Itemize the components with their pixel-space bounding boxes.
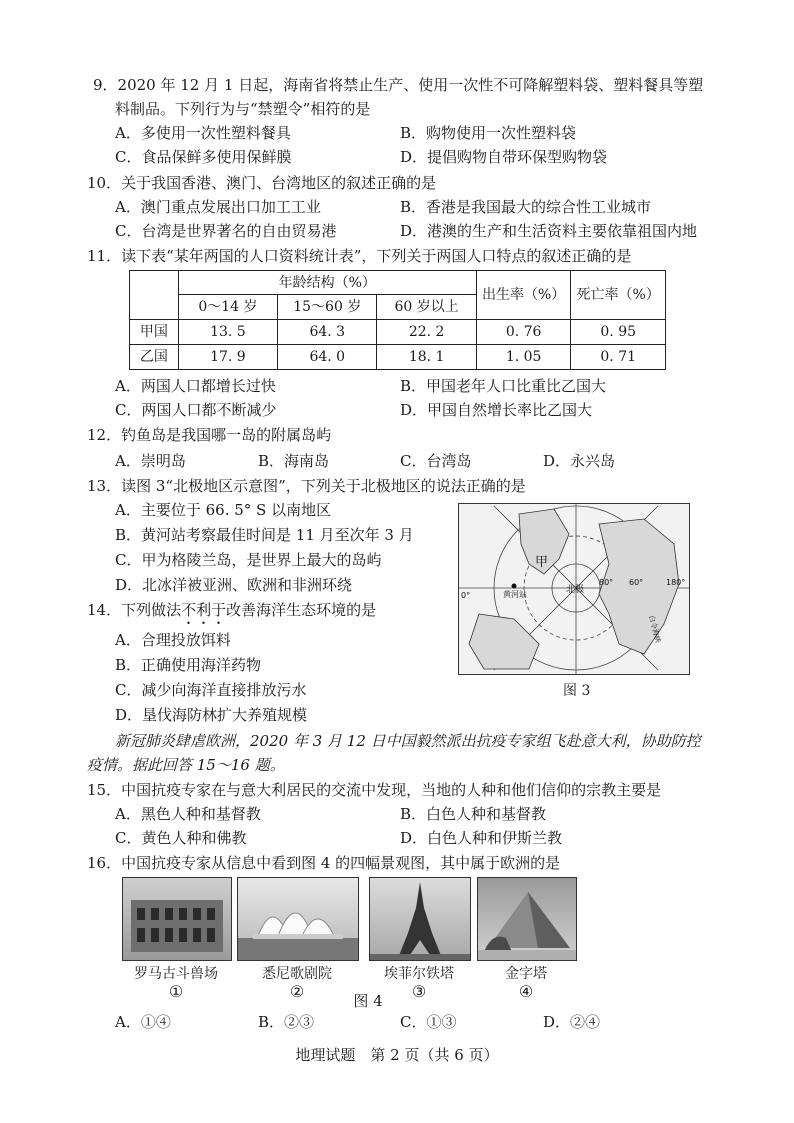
- q14-option-b: B．正确使用海洋药物: [115, 656, 262, 674]
- photo3-number: ③: [411, 982, 427, 1001]
- arctic-map: [458, 503, 690, 675]
- opera-house-image: [238, 878, 358, 960]
- table-row: [130, 320, 666, 345]
- q13-option-c: C．甲为格陵兰岛，是世界上最大的岛屿: [115, 551, 382, 569]
- q14-option-c: C．减少向海洋直接排放污水: [115, 681, 307, 699]
- pyramids-image: [478, 878, 576, 960]
- q10-option-d: D．港澳的生产和生活资料主要依靠祖国内地: [400, 222, 698, 240]
- q12-option-d: D．永兴岛: [543, 452, 616, 470]
- q15-option-c: C．黄色人种和佛教: [115, 829, 247, 847]
- photo1-number: ①: [168, 982, 184, 1001]
- map-label-strait: 白令海峡: [647, 614, 663, 644]
- intro-line1: 新冠肺炎肆虐欧洲，2020 年 3 月 12 日中国毅然派出抗疫专家组飞赴意大利，协助防控: [115, 732, 701, 750]
- photo4-label: 金字塔: [505, 966, 547, 982]
- q9-stem-line2: 料制品。下列行为与“禁塑令”相符的是: [115, 100, 371, 118]
- cell: 0. 76: [476, 320, 571, 345]
- cell: 64. 3: [278, 320, 377, 345]
- q14-option-d: D．垦伐海防林扩大养殖规模: [115, 706, 308, 724]
- q13-option-b: B．黄河站考察最佳时间是 11 月至次年 3 月: [115, 526, 414, 544]
- q12-stem: 12．钓鱼岛是我国哪一岛的附属岛屿: [87, 426, 332, 444]
- q9-option-b: B．购物使用一次性塑料袋: [400, 124, 577, 142]
- page-footer: 地理试题 第 2 页（共 6 页）: [295, 1046, 499, 1064]
- q11-option-d: D．甲国自然增长率比乙国大: [400, 401, 593, 419]
- cell: 17. 9: [178, 345, 277, 370]
- q15-option-a: A．黑色人种和基督教: [115, 805, 261, 823]
- cell: 64. 0: [278, 345, 377, 370]
- birth-rate-header: 出生率（%）: [476, 271, 571, 320]
- photo2-number: ②: [289, 982, 305, 1001]
- cell: 18. 1: [377, 345, 476, 370]
- q14-option-a: A．合理投放饵料: [115, 631, 231, 649]
- death-rate-header: 死亡率（%）: [571, 271, 666, 320]
- q11-option-a: A．两国人口都增长过快: [115, 377, 276, 395]
- map-label-station: 黄河站: [503, 590, 527, 599]
- cell: 0. 71: [571, 345, 666, 370]
- row-name: 甲国: [130, 320, 179, 345]
- photo-opera-house: [237, 877, 359, 961]
- map-label-lat80: 80°: [599, 578, 614, 587]
- arctic-map-svg: [459, 504, 689, 674]
- q14-stem-pre: 14．下列做法: [87, 601, 182, 619]
- q13-stem: 13．读图 3“北极地区示意图”，下列关于北极地区的说法正确的是: [87, 477, 526, 495]
- photo-pyramids: [477, 877, 577, 961]
- q9-option-d: D．提倡购物自带环保型购物袋: [400, 148, 608, 166]
- q16-stem: 16．中国抗疫专家从信息中看到图 4 的四幅景观图，其中属于欧洲的是: [87, 854, 561, 872]
- q14-stem: [87, 600, 376, 628]
- map-label-lat60: 60°: [629, 578, 644, 587]
- q14-stem-post: 改善海洋生态环境的是: [226, 601, 377, 619]
- q13-option-a: A．主要位于 66. 5° S 以南地区: [115, 501, 332, 519]
- q12-option-a: A．崇明岛: [115, 452, 186, 470]
- station-marker: [512, 584, 517, 589]
- table-corner: [130, 271, 179, 320]
- map-label-lon0: 0°: [461, 591, 471, 600]
- cell: 13. 5: [178, 320, 277, 345]
- map-label-pole: 北极: [566, 585, 585, 595]
- figure3-caption: 图 3: [563, 683, 591, 699]
- figure4-caption: 图 4: [353, 992, 383, 1010]
- q15-option-b: B．白色人种和基督教: [400, 805, 547, 823]
- age-structure-header: 年龄结构（%）: [178, 271, 476, 295]
- q15-option-d: D．白色人种和伊斯兰教: [400, 829, 563, 847]
- photo1-label: 罗马古斗兽场: [134, 966, 218, 982]
- q10-option-b: B．香港是我国最大的综合性工业城市: [400, 198, 652, 216]
- q10-stem: 10．关于我国香港、澳门、台湾地区的叙述正确的是: [87, 174, 437, 192]
- table-row: [130, 345, 666, 370]
- age-col-0-14: 0～14 岁: [178, 295, 277, 320]
- q9-option-a: A．多使用一次性塑料餐具: [115, 124, 291, 142]
- age-col-60-plus: 60 岁以上: [377, 295, 476, 320]
- q16-option-c: C．①③: [400, 1013, 457, 1031]
- q13-option-d: D．北冰洋被亚洲、欧洲和非洲环绕: [115, 576, 353, 594]
- q11-option-b: B．甲国老年人口比重比乙国大: [400, 377, 607, 395]
- q12-option-b: B．海南岛: [258, 452, 330, 470]
- q16-option-a: A．①④: [115, 1013, 171, 1031]
- map-label-jia: 甲: [535, 555, 549, 570]
- q11-option-c: C．两国人口都不断减少: [115, 401, 277, 419]
- q9-stem-line1: 9．2020 年 12 月 1 日起，海南省将禁止生产、使用一次性不可降解塑料袋、塑料餐具等塑: [93, 76, 704, 94]
- age-col-15-60: 15～60 岁: [278, 295, 377, 320]
- cell: 22. 2: [377, 320, 476, 345]
- q12-option-c: C．台湾岛: [400, 452, 472, 470]
- photo-eiffel-tower: [369, 877, 471, 961]
- q14-stem-emphasis: 不利于: [181, 601, 227, 619]
- photo3-label: 埃菲尔铁塔: [384, 966, 454, 982]
- q10-option-c: C．台湾是世界著名的自由贸易港: [115, 222, 337, 240]
- q9-option-c: C．食品保鲜多使用保鲜膜: [115, 148, 292, 166]
- photo-colosseum: [122, 877, 232, 961]
- q10-option-a: A．澳门重点发展出口加工工业: [115, 198, 321, 216]
- intro-line2: 疫情。据此回答 15～16 题。: [87, 756, 285, 774]
- q16-option-b: B．②③: [258, 1013, 315, 1031]
- photo2-label: 悉尼歌剧院: [262, 966, 332, 982]
- q16-option-d: D．②④: [543, 1013, 601, 1031]
- q11-stem: 11．读下表“某年两国的人口资料统计表”，下列关于两国人口特点的叙述正确的是: [87, 247, 632, 265]
- map-label-lon180: 180°: [666, 578, 686, 587]
- row-name: 乙国: [130, 345, 179, 370]
- photo4-number: ④: [518, 982, 534, 1001]
- eiffel-tower-image: [370, 878, 470, 960]
- cell: 0. 95: [571, 320, 666, 345]
- cell: 1. 05: [476, 345, 571, 370]
- q15-stem: 15．中国抗疫专家在与意大利居民的交流中发现，当地的人种和他们信仰的宗教主要是: [87, 781, 662, 799]
- population-table: [129, 270, 666, 370]
- colosseum-image: [123, 878, 231, 960]
